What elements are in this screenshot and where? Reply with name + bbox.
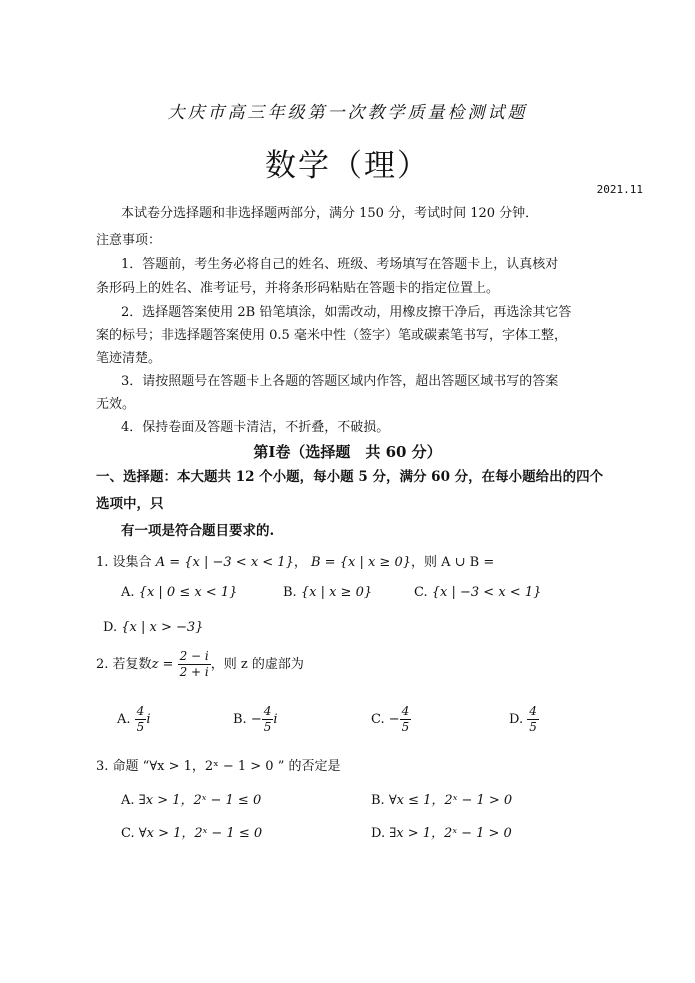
option-text: {x | 0 ≤ x < 1} — [138, 585, 238, 600]
question-number: 1. — [96, 555, 109, 570]
option-text: ∃x > 1，2ˣ − 1 ≤ 0 — [138, 793, 262, 808]
q1-option-c[interactable] — [414, 585, 541, 600]
option-fraction — [262, 704, 274, 735]
option-text: {x | x ≥ 0} — [300, 585, 373, 600]
subject-title: 数学（理） — [265, 148, 430, 184]
fraction-denominator: 5 — [263, 720, 272, 734]
option-text: {x | −3 < x < 1} — [431, 585, 542, 600]
intro-line: 本试卷分选择题和非选择题两部分，满分 150 分，考试时间 120 分钟． — [121, 206, 539, 221]
q1-option-d[interactable] — [103, 620, 203, 635]
option-label: B. — [233, 712, 247, 727]
section-1-title: 第Ⅰ卷（选择题 共 60 分） — [253, 443, 442, 461]
fraction-numerator: 4 — [136, 704, 145, 718]
option-label: C. — [121, 826, 135, 841]
option-fraction — [400, 704, 412, 735]
q3-option-b[interactable] — [371, 789, 512, 808]
option-text: {x | x > −3} — [121, 620, 204, 635]
note-2-line-3: 笔迹清楚。 — [96, 351, 162, 366]
q3-option-d[interactable] — [371, 822, 512, 841]
option-label: B. — [371, 793, 385, 808]
option-sign: − — [250, 712, 262, 727]
q2-option-b[interactable] — [233, 704, 278, 735]
stem-suffix: ，则 A ∪ B = — [411, 555, 495, 570]
q1-option-b[interactable] — [283, 585, 372, 600]
fraction-numerator: 4 — [529, 704, 537, 718]
option-label: B. — [283, 585, 297, 600]
note-4-line-1: 4．保持卷面及答题卡清洁，不折叠，不破损。 — [121, 420, 390, 435]
series-title: 大庆市高三年级第一次教学质量检测试题 — [167, 103, 528, 123]
q2-option-a[interactable] — [117, 704, 150, 735]
note-2-line-1: 2．选择题答案使用 2B 铅笔填涂，如需改动，用橡皮擦干净后，再选涂其它答 — [121, 305, 572, 320]
question-3-stem — [96, 755, 340, 774]
note-1-line-2: 条形码上的姓名、准考证号，并将条形码粘贴在答题卡的指定位置上。 — [96, 281, 500, 296]
q3-option-a[interactable] — [121, 789, 261, 808]
option-text: ∀x > 1，2ˣ − 1 ≤ 0 — [138, 826, 263, 841]
fraction-denominator: 5 — [529, 720, 537, 734]
fraction-denominator: 5 — [136, 720, 145, 734]
q2-option-c[interactable] — [371, 704, 411, 735]
option-sign: − — [388, 712, 400, 727]
fraction-numerator: 4 — [401, 704, 410, 718]
note-3-line-1: 3．请按照题号在答题卡上各题的答题区域内作答，超出答题区域书写的答案 — [121, 374, 559, 389]
fraction-numerator: 4 — [263, 704, 272, 718]
note-1-line-1: 1．答题前，考生务必将自己的姓名、班级、考场填写在答题卡上，认真核对 — [121, 257, 559, 272]
question-number: 3. — [96, 759, 109, 774]
question-2-stem — [96, 649, 304, 680]
section-1-desc-line-1: 一、选择题：本大题共 12 个小题，每小题 5 分，满分 60 分，在每小题给出的四个 — [96, 469, 604, 485]
section-1-desc-line-3: 有一项是符合题目要求的. — [121, 523, 275, 539]
q3-option-c[interactable] — [121, 822, 262, 841]
notice-heading: 注意事项： — [96, 233, 162, 248]
stem-text: 命题 “∀x > 1，2ˣ − 1 > 0 ” 的否定是 — [112, 759, 341, 774]
option-label: A. — [117, 712, 131, 727]
stem-suffix: ，则 z 的虚部为 — [210, 657, 304, 672]
q2-option-d[interactable] — [509, 704, 539, 735]
section-1-desc-line-2: 选项中，只 — [96, 496, 164, 512]
fraction-denominator: 2 + i — [179, 665, 209, 679]
option-fraction — [135, 704, 147, 735]
option-label: C. — [414, 585, 428, 600]
fraction — [178, 649, 211, 680]
exam-date: 2021.11 — [596, 183, 643, 196]
option-label: D. — [371, 826, 386, 841]
option-label: A. — [121, 585, 135, 600]
option-text: ∃x > 1，2ˣ − 1 > 0 — [389, 826, 512, 841]
question-number: 2. — [96, 657, 109, 672]
option-suffix: i — [146, 712, 151, 727]
option-fraction — [527, 704, 539, 735]
stem-prefix: 若复数 — [112, 657, 152, 672]
option-label: C. — [371, 712, 385, 727]
option-suffix: i — [273, 712, 278, 727]
note-2-line-2: 案的标号；非选择题答案使用 0.5 毫米中性（签字）笔或碳素笔书写，字体工整， — [96, 328, 567, 343]
fraction-numerator: 2 − i — [179, 649, 209, 663]
option-label: D. — [509, 712, 524, 727]
question-1-stem: 1. 设集合 A = {x | −3 < x < 1}， B = {x | x ≥ 0}，则 A ∪ B = — [96, 555, 495, 570]
option-label: A. — [121, 793, 135, 808]
note-3-line-2: 无效。 — [96, 397, 136, 412]
option-label: D. — [103, 620, 118, 635]
option-text: ∀x ≤ 1，2ˣ − 1 > 0 — [388, 793, 513, 808]
stem-prefix: 设集合 — [112, 555, 152, 570]
q1-option-a[interactable] — [121, 585, 237, 600]
set-a: A = {x | −3 < x < 1} — [155, 555, 294, 570]
fraction-denominator: 5 — [401, 720, 410, 734]
set-b: B = {x | x ≥ 0} — [311, 555, 411, 570]
z-equals: z = — [151, 657, 174, 672]
